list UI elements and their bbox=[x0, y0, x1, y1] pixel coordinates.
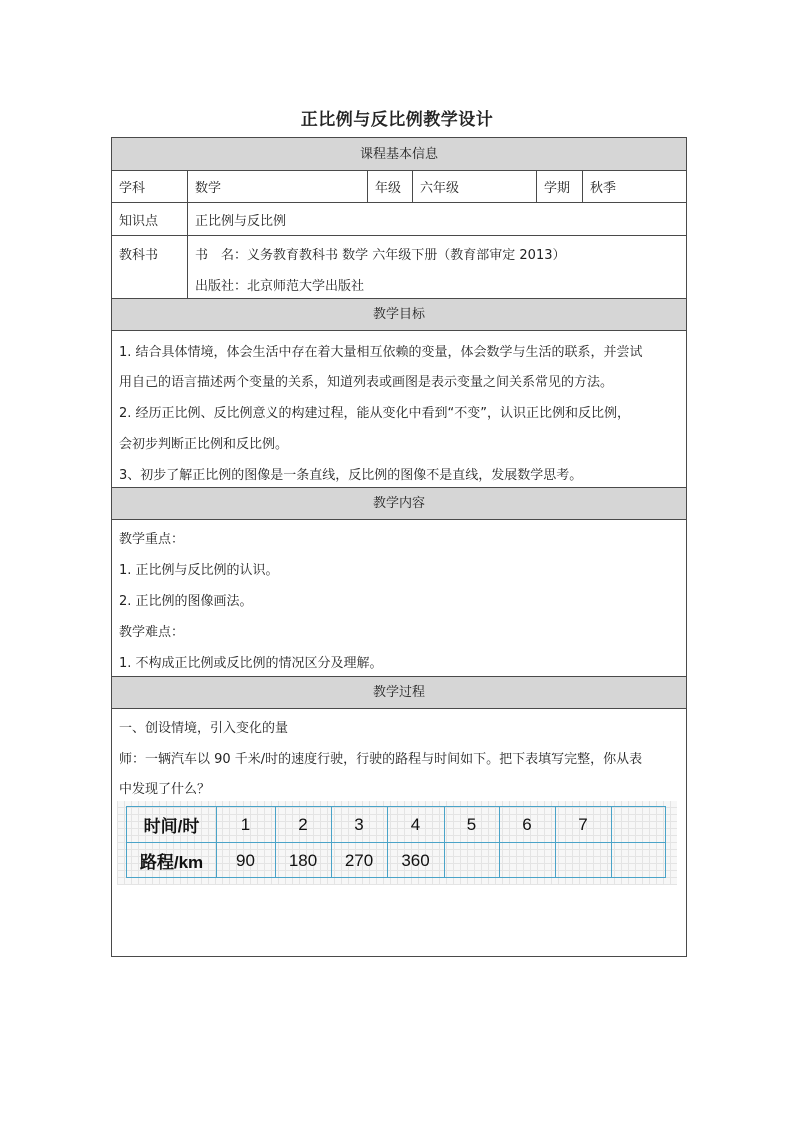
textbook-publisher: 出版社：北京师范大学出版社 bbox=[195, 279, 365, 294]
distance-cell: 90 bbox=[236, 850, 255, 870]
objective-line: 会初步判断正比例和反比例。 bbox=[119, 437, 289, 452]
process-line: 师：一辆汽车以 90 千米/时的速度行驶，行驶的路程与时间如下。把下表填写完整，你从表 bbox=[119, 752, 643, 767]
term-value: 秋季 bbox=[582, 171, 686, 202]
distance-cell: 270 bbox=[344, 850, 374, 870]
content-line: 1. 正比例与反比例的认识。 bbox=[119, 563, 279, 578]
subject-label: 学科 bbox=[119, 181, 146, 196]
textbook-row bbox=[112, 236, 686, 299]
subject-value: 数学 bbox=[187, 171, 367, 202]
distance-cell bbox=[444, 843, 499, 878]
time-cell: 5 bbox=[466, 814, 477, 834]
time-cell bbox=[611, 807, 664, 842]
objective-line: 用自己的语言描述两个变量的关系，知道列表或画图是表示变量之间关系常见的方法。 bbox=[119, 375, 614, 390]
objective-line: 1. 结合具体情境，体会生活中存在着大量相互依赖的变量，体会数学与生活的联系，并尝试 bbox=[119, 345, 643, 360]
process-header-text: 教学过程 bbox=[372, 685, 425, 700]
time-cell: 1 bbox=[240, 814, 251, 834]
objectives-header bbox=[112, 299, 686, 331]
distance-label: 路程/km bbox=[139, 853, 204, 872]
content-line: 教学难点： bbox=[119, 625, 185, 640]
knowledge-row bbox=[112, 203, 686, 236]
content-line: 1. 不构成正比例或反比例的情况区分及理解。 bbox=[119, 656, 383, 671]
objective-line: 2. 经历正比例、反比例意义的构建过程，能从变化中看到“不变”，认识正比例和反比例， bbox=[119, 406, 631, 421]
content-line: 教学重点： bbox=[119, 532, 185, 547]
time-label: 时间/时 bbox=[143, 817, 200, 836]
distance-cell bbox=[611, 843, 664, 878]
time-distance-table bbox=[126, 806, 666, 878]
distance-cell: 180 bbox=[288, 850, 318, 870]
document-title: 正比例与反比例教学设计 bbox=[300, 110, 494, 130]
process-header bbox=[112, 677, 686, 709]
content-header bbox=[112, 488, 686, 520]
textbook-value bbox=[187, 236, 687, 298]
objectives-body bbox=[112, 331, 686, 488]
time-cell: 3 bbox=[354, 814, 364, 834]
grade-value: 六年级 bbox=[412, 171, 536, 202]
process-line: 中发现了什么？ bbox=[119, 782, 211, 797]
textbook-name: 书 名：义务教育教科书 数学 六年级下册（教育部审定 2013） bbox=[195, 248, 566, 263]
subject-row bbox=[112, 171, 686, 203]
time-cell: 4 bbox=[410, 814, 421, 834]
distance-cell bbox=[555, 843, 611, 878]
content-header-text: 教学内容 bbox=[372, 496, 425, 511]
term-label: 学期 bbox=[536, 171, 582, 202]
process-line: 一、创设情境，引入变化的量 bbox=[119, 721, 289, 736]
time-cell: 2 bbox=[298, 814, 308, 834]
distance-cell bbox=[499, 843, 555, 878]
time-cell: 6 bbox=[522, 814, 532, 834]
time-row bbox=[127, 807, 664, 842]
objectives-header-text: 教学目标 bbox=[372, 307, 425, 322]
textbook-label: 教科书 bbox=[119, 248, 159, 263]
objective-line: 3、初步了解正比例的图像是一条直线，反比例的图像不是直线，发展数学思考。 bbox=[119, 468, 583, 483]
basic-info-header-text: 课程基本信息 bbox=[359, 147, 438, 162]
knowledge-label: 知识点 bbox=[119, 213, 159, 229]
content-body bbox=[112, 520, 686, 677]
content-line: 2. 正比例的图像画法。 bbox=[119, 594, 253, 609]
time-cell: 7 bbox=[578, 814, 588, 834]
distance-row bbox=[127, 843, 664, 878]
knowledge-value: 正比例与反比例 bbox=[187, 203, 686, 235]
basic-info-header bbox=[112, 138, 686, 171]
distance-cell: 360 bbox=[401, 850, 430, 870]
grade-label: 年级 bbox=[367, 171, 412, 202]
